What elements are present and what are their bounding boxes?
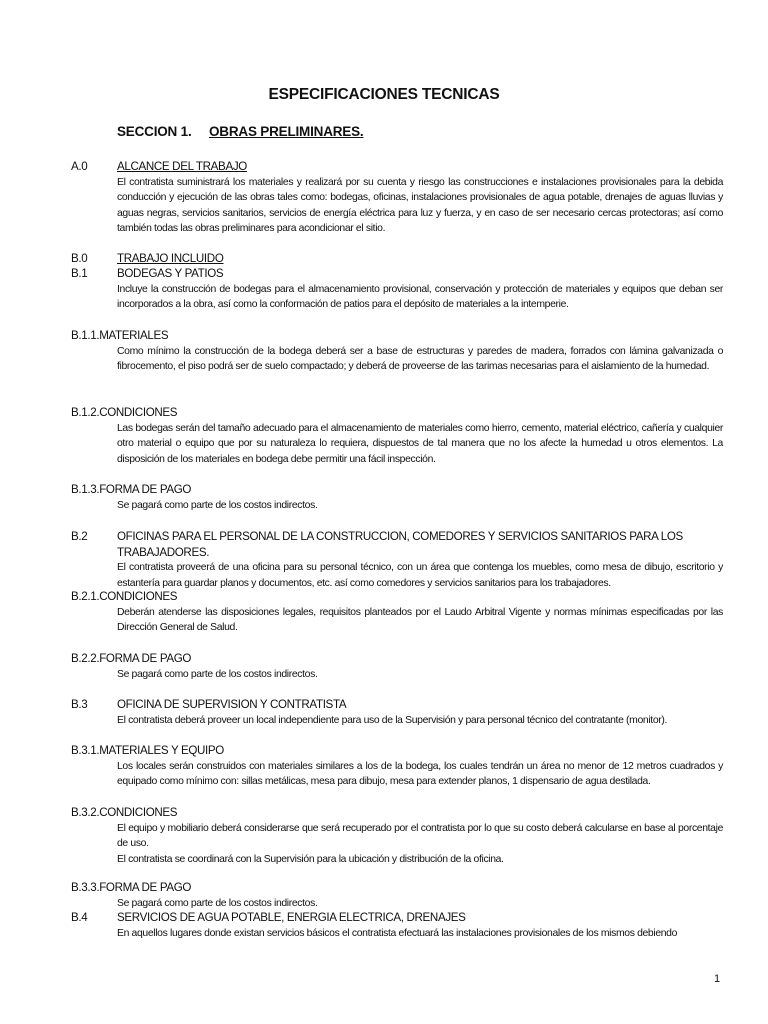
clause-heading: B.2.2.FORMA DE PAGO xyxy=(71,652,192,665)
clause-b1 xyxy=(71,266,723,313)
clause-code: B.1 xyxy=(71,267,88,280)
clause-b2-1 xyxy=(71,589,723,636)
clause-heading: B.3.3.FORMA DE PAGO xyxy=(71,881,192,894)
document-title: ESPECIFICACIONES TECNICAS xyxy=(268,86,500,103)
section-number: SECCION 1. xyxy=(117,124,192,139)
clause-body-continued: El contratista se coordinará con la Supervisión para la ubicación y distribución de la oficina. xyxy=(117,853,504,865)
clause-code: A.0 xyxy=(71,160,88,173)
clause-code: B.2 xyxy=(71,530,88,543)
clause-body: Como mínimo la construcción de la bodega deberá ser a base de estructuras y paredes de madera, forrados con lámina galvanizada o fibrocemento, el piso podrá ser de suelo compactado; y deberá de proveerse de las tarimas necesarias para el aislamiento de la humedad. xyxy=(117,345,723,373)
clause-b0 xyxy=(71,251,723,267)
clause-b3-3 xyxy=(71,880,723,911)
clause-heading: ALCANCE DEL TRABAJO xyxy=(117,160,247,173)
clause-b3 xyxy=(71,697,723,728)
clause-b3-2 xyxy=(71,805,723,867)
clause-b3-1 xyxy=(71,743,723,790)
clause-b1-1 xyxy=(71,328,723,375)
clause-body: Se pagará como parte de los costos indirectos. xyxy=(117,499,318,511)
clause-code: B.3 xyxy=(71,698,88,711)
clause-heading: SERVICIOS DE AGUA POTABLE, ENERGIA ELECTRICA, DRENAJES xyxy=(117,911,466,924)
clause-body: El equipo y mobiliario deberá considerarse que será recuperado por el contratista por lo que su costo deberá calcularse en base al porcentaje de uso. xyxy=(117,822,723,850)
clause-heading: B.2.1.CONDICIONES xyxy=(71,590,178,603)
clause-body: Incluye la construcción de bodegas para el almacenamiento provisional, conservación y protección de materiales y equipos que deban ser incorporados a la obra, así como la conformación de patios para el depósito de materiales a la intemperie. xyxy=(117,283,723,311)
clause-b4 xyxy=(71,910,723,941)
clause-heading: B.1.3.FORMA DE PAGO xyxy=(71,483,192,496)
clause-heading: BODEGAS Y PATIOS xyxy=(117,267,224,280)
clause-code: B.0 xyxy=(71,252,88,265)
clause-heading: TRABAJO INCLUIDO xyxy=(117,252,224,265)
clause-body: Las bodegas serán del tamaño adecuado para el almacenamiento de materiales como hierro, cemento, material eléctrico, cañería y cualquier otro material o equipo que por su naturaleza lo requiera, dispuestos de tal manera que no los afecte la humedad u otros elementos. La disposición de los materiales en bodega debe permitir una fácil inspección. xyxy=(117,422,723,465)
clause-heading: OFICINA DE SUPERVISION Y CONTRATISTA xyxy=(117,698,347,711)
clause-b2 xyxy=(71,529,723,591)
clause-body: Los locales serán construidos con materiales similares a los de la bodega, los cuales tendrán un área no menor de 12 metros cuadrados y equipado como mínimo con: sillas metálicas, mesa para dibujo, mesa para extender planos, 1 dispensario de agua destilada. xyxy=(117,760,723,788)
section-name: OBRAS PRELIMINARES. xyxy=(209,124,364,139)
clause-code: B.4 xyxy=(71,911,88,924)
clause-b1-2 xyxy=(71,405,723,467)
clause-body: Se pagará como parte de los costos indirectos. xyxy=(117,668,318,680)
clause-body: En aquellos lugares donde existan servicios básicos el contratista efectuará las instalaciones provisionales de los mismos debiendo xyxy=(117,927,678,939)
clause-body: Deberán atenderse las disposiciones legales, requisitos planteados por el Laudo Arbitral Vigente y normas mínimas especificadas por las Dirección General de Salud. xyxy=(117,606,723,634)
clause-heading: B.3.1.MATERIALES Y EQUIPO xyxy=(71,744,224,757)
section-heading xyxy=(117,124,363,139)
clause-heading: B.1.2.CONDICIONES xyxy=(71,406,178,419)
clause-body: El contratista deberá proveer un local independiente para uso de la Supervisión y para personal técnico del contratante (monitor). xyxy=(117,714,668,726)
clause-body: El contratista proveerá de una oficina para su personal técnico, con un área que contenga los muebles, como mesa de dibujo, escritorio y estantería para guardar planos y documentos, etc. así como comedores y servicios sanitarios para los trabajadores. xyxy=(117,562,723,589)
clause-heading: OFICINAS PARA EL PERSONAL DE LA CONSTRUCCION, COMEDORES Y SERVICIOS SANITARIOS PARA LOS TRABAJADORES. xyxy=(117,530,683,559)
clause-b1-3 xyxy=(71,482,723,513)
clause-b2-2 xyxy=(71,651,723,682)
clause-a0 xyxy=(71,159,723,237)
clause-body: Se pagará como parte de los costos indirectos. xyxy=(117,897,318,909)
clause-heading: B.1.1.MATERIALES xyxy=(71,329,169,342)
clause-body: El contratista suministrará los materiales y realizará por su cuenta y riesgo las construcciones e instalaciones provisionales para la debida conducción y ejecución de las obras tales como: bodegas, oficinas, instalaciones provisionales de agua potable, drenajes de aguas lluvias y aguas negras, servicios sanitarios, servicios de energía eléctrica para luz y fuerza, y en caso de ser necesario cercas protectoras; así como también todas las obras preliminares para acondicionar el sitio. xyxy=(117,176,723,235)
page-number: 1 xyxy=(714,973,721,985)
clause-heading: B.3.2.CONDICIONES xyxy=(71,806,178,819)
